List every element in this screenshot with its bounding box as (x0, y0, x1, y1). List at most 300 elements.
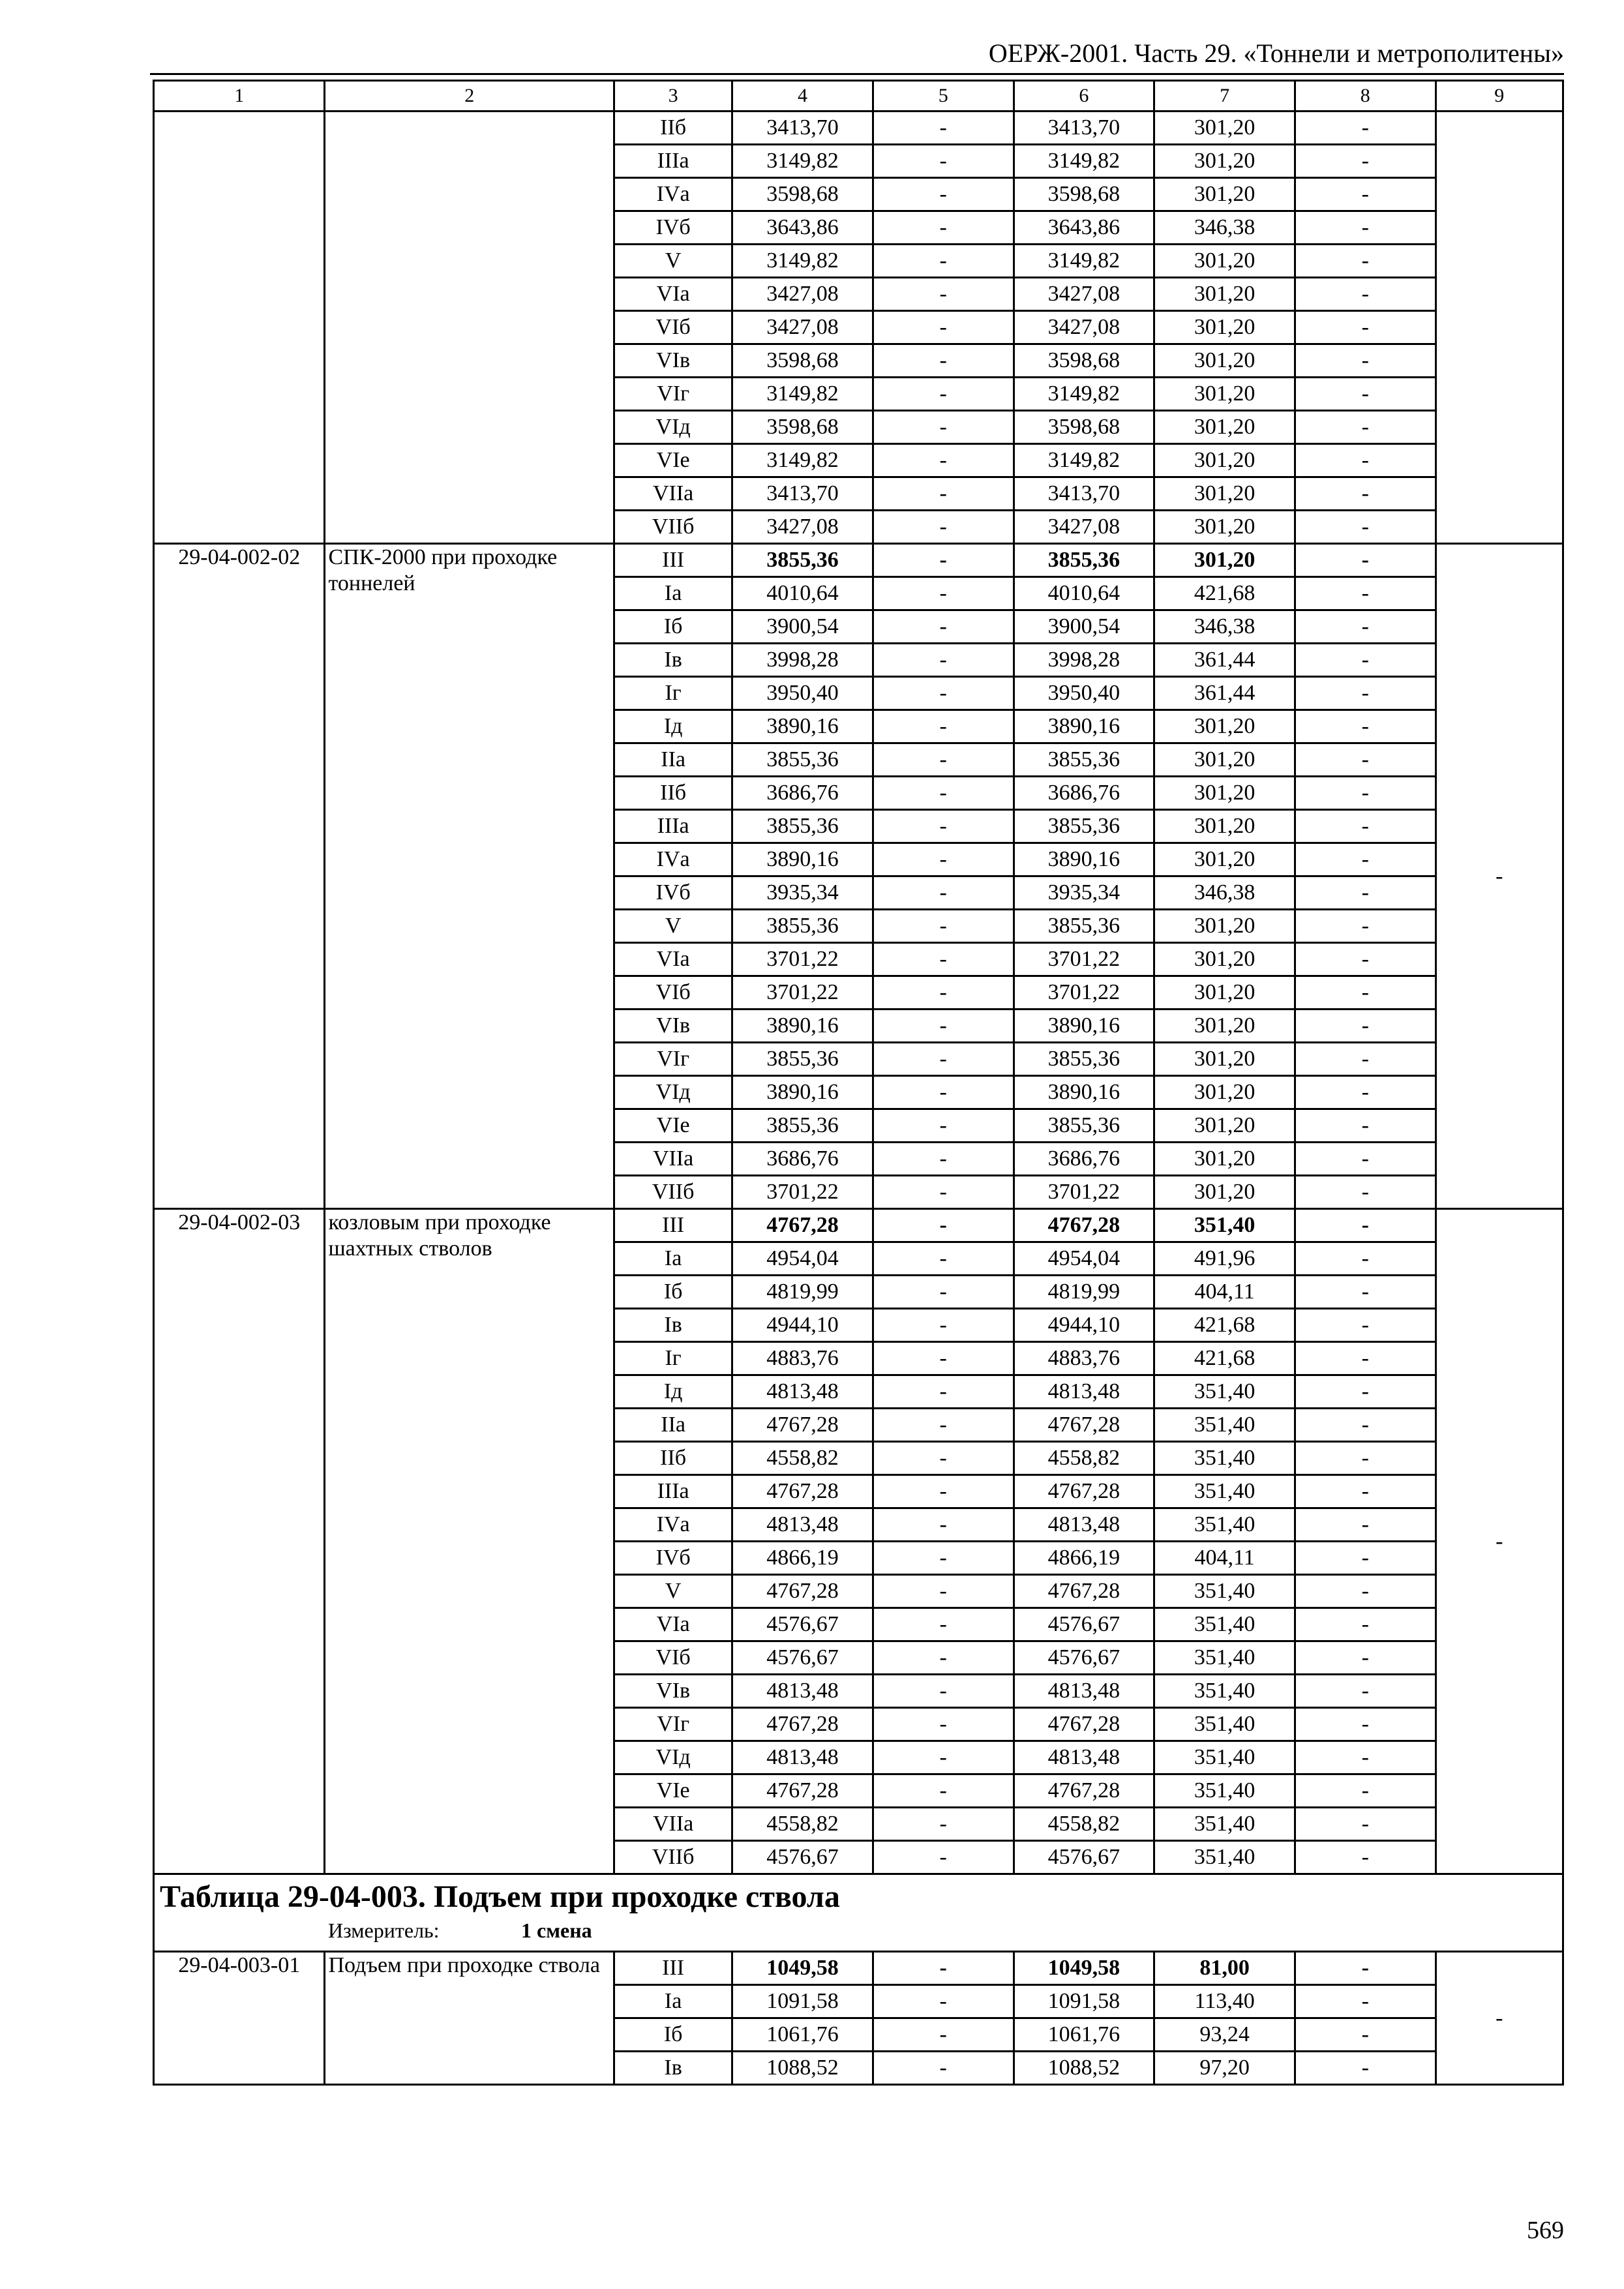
table-cell: Iб (614, 1276, 732, 1309)
table-cell: 1061,76 (732, 2018, 873, 2052)
table-cell: 4767,28 (1014, 1209, 1154, 1242)
table-cell: 351,40 (1154, 1608, 1295, 1641)
table-cell: - (1295, 311, 1436, 344)
table-cell: - (1295, 1010, 1436, 1043)
table-cell: 421,68 (1154, 1309, 1295, 1342)
table-cell: - (873, 278, 1014, 311)
table-cell: 3701,22 (1014, 1176, 1154, 1209)
table-cell: 4576,67 (1014, 1641, 1154, 1675)
table-cell: - (873, 1043, 1014, 1076)
table-cell: - (1295, 644, 1436, 677)
table-cell: - (873, 378, 1014, 411)
table-cell: - (873, 444, 1014, 477)
column-9-cell: - (1436, 544, 1563, 1209)
table-cell: - (1295, 876, 1436, 910)
table-cell: - (873, 112, 1014, 145)
column-9-cell (1436, 112, 1563, 544)
table-cell: 421,68 (1154, 577, 1295, 610)
table-cell: 4767,28 (732, 1209, 873, 1242)
table-cell: VIг (614, 1708, 732, 1741)
table-cell: 301,20 (1154, 278, 1295, 311)
table-cell: - (873, 2018, 1014, 2052)
column-number-cell: 6 (1014, 81, 1154, 112)
table-cell: - (1295, 1143, 1436, 1176)
table-cell: 301,20 (1154, 777, 1295, 810)
meter-value: 1 смена (521, 1919, 592, 1942)
table-cell: VIг (614, 1043, 732, 1076)
table-cell: VIе (614, 1774, 732, 1808)
rate-name-cell: козловым при проходке шахтных стволов (325, 1209, 614, 1874)
column-number-cell: 8 (1295, 81, 1436, 112)
table-cell: - (873, 1675, 1014, 1708)
table-cell: 4576,67 (732, 1841, 873, 1874)
table-cell: - (1295, 1708, 1436, 1741)
table-cell: 3413,70 (1014, 477, 1154, 511)
table-cell: IVа (614, 1508, 732, 1542)
table-cell: 4767,28 (732, 1774, 873, 1808)
table-cell: - (1295, 1741, 1436, 1774)
table-cell: IIIа (614, 810, 732, 843)
table-cell: 346,38 (1154, 610, 1295, 644)
table-cell: 97,20 (1154, 2052, 1295, 2085)
table-cell: 4767,28 (1014, 1475, 1154, 1508)
table-cell: 351,40 (1154, 1209, 1295, 1242)
table-cell: 4576,67 (732, 1608, 873, 1641)
table-cell: - (1295, 810, 1436, 843)
table-cell: Iд (614, 710, 732, 743)
table-cell: 351,40 (1154, 1475, 1295, 1508)
table-cell: 3855,36 (732, 544, 873, 577)
table-cell: 3149,82 (732, 444, 873, 477)
table-cell: - (873, 1985, 1014, 2018)
table-cell: VIг (614, 378, 732, 411)
meter-label: Измеритель: (328, 1919, 440, 1942)
table-cell: 3890,16 (1014, 1076, 1154, 1109)
table-cell: 421,68 (1154, 1342, 1295, 1375)
table-cell: - (1295, 1043, 1436, 1076)
table-cell: - (1295, 1409, 1436, 1442)
table-cell: - (873, 1209, 1014, 1242)
table-cell: IVб (614, 1542, 732, 1575)
table-cell: 301,20 (1154, 245, 1295, 278)
table-cell: 3413,70 (1014, 112, 1154, 145)
table-cell: - (1295, 976, 1436, 1010)
table-cell: 301,20 (1154, 477, 1295, 511)
rate-code-cell (154, 112, 325, 544)
table-cell: 4558,82 (732, 1808, 873, 1841)
table-cell: 4819,99 (732, 1276, 873, 1309)
table-cell: - (873, 1309, 1014, 1342)
table-cell: 4767,28 (1014, 1774, 1154, 1808)
table-cell: III (614, 1952, 732, 1985)
table-cell: IIб (614, 777, 732, 810)
table-cell: 346,38 (1154, 876, 1295, 910)
table-cell: 1061,76 (1014, 2018, 1154, 2052)
table-cell: VIв (614, 1675, 732, 1708)
table-cell: - (1295, 743, 1436, 777)
table-cell: 113,40 (1154, 1985, 1295, 2018)
table-cell: 301,20 (1154, 311, 1295, 344)
table-cell: - (1295, 278, 1436, 311)
table-cell: 4883,76 (732, 1342, 873, 1375)
table-cell: 351,40 (1154, 1741, 1295, 1774)
table-cell: 351,40 (1154, 1409, 1295, 1442)
table-cell: 3686,76 (1014, 1143, 1154, 1176)
table-cell: 351,40 (1154, 1375, 1295, 1409)
table-cell: 3701,22 (732, 976, 873, 1010)
table-cell: 3998,28 (732, 644, 873, 677)
table-cell: VIд (614, 1741, 732, 1774)
table-cell: 3427,08 (732, 511, 873, 544)
column-number-cell: 2 (325, 81, 614, 112)
table-cell: 3900,54 (732, 610, 873, 644)
table-cell: Iб (614, 2018, 732, 2052)
table-cell: - (873, 477, 1014, 511)
table-cell: 4866,19 (1014, 1542, 1154, 1575)
table-cell: 4944,10 (1014, 1309, 1154, 1342)
table-cell: - (873, 943, 1014, 976)
table-cell: - (1295, 178, 1436, 211)
table-cell: Iб (614, 610, 732, 644)
table-cell: 361,44 (1154, 677, 1295, 710)
table-cell: VIIб (614, 511, 732, 544)
table-cell: - (1295, 843, 1436, 876)
column-number-cell: 7 (1154, 81, 1295, 112)
table-cell: - (873, 1276, 1014, 1309)
table-cell: 3855,36 (732, 910, 873, 943)
table-cell: 3598,68 (732, 344, 873, 378)
table-cell: - (1295, 378, 1436, 411)
table-cell: 351,40 (1154, 1442, 1295, 1475)
table-cell: VIа (614, 1608, 732, 1641)
table-cell: - (1295, 777, 1436, 810)
table-cell: 351,40 (1154, 1641, 1295, 1675)
table-cell: IVб (614, 876, 732, 910)
table-cell: V (614, 1575, 732, 1608)
table-cell: VIв (614, 344, 732, 378)
table-cell: 3890,16 (1014, 1010, 1154, 1043)
table-cell: 346,38 (1154, 211, 1295, 245)
table-cell: 301,20 (1154, 1109, 1295, 1143)
table-cell: - (873, 1952, 1014, 1985)
table-cell: Iв (614, 2052, 732, 2085)
table-cell: 351,40 (1154, 1774, 1295, 1808)
section-title: Таблица 29-04-003. Подъем при проходке ствола (160, 1879, 840, 1914)
table-cell: - (873, 1708, 1014, 1741)
table-cell: - (873, 1409, 1014, 1442)
column-9-cell: - (1436, 1952, 1563, 2085)
table-cell: - (1295, 1641, 1436, 1675)
table-cell: - (873, 245, 1014, 278)
table-cell: VIе (614, 444, 732, 477)
table-cell: - (1295, 1176, 1436, 1209)
table-cell: 4767,28 (732, 1409, 873, 1442)
table-cell: 3890,16 (732, 843, 873, 876)
table-cell: 3701,22 (1014, 976, 1154, 1010)
table-cell: - (873, 1508, 1014, 1542)
table-cell: - (1295, 511, 1436, 544)
table-cell: - (1295, 245, 1436, 278)
table-cell: - (873, 743, 1014, 777)
table-cell: 1091,58 (732, 1985, 873, 2018)
table-cell: - (1295, 1985, 1436, 2018)
table-cell: 3598,68 (732, 411, 873, 444)
table-cell: - (1295, 1109, 1436, 1143)
table-cell: 4813,48 (732, 1508, 873, 1542)
table-cell: 4813,48 (1014, 1675, 1154, 1708)
table-cell: 4883,76 (1014, 1342, 1154, 1375)
table-cell: VIIб (614, 1176, 732, 1209)
table-cell: - (1295, 2052, 1436, 2085)
table-cell: 4767,28 (732, 1475, 873, 1508)
table-cell: 4944,10 (732, 1309, 873, 1342)
table-cell: 3643,86 (1014, 211, 1154, 245)
table-cell: 3598,68 (1014, 344, 1154, 378)
table-cell: 301,20 (1154, 444, 1295, 477)
table-cell: - (873, 211, 1014, 245)
table-cell: 4558,82 (1014, 1808, 1154, 1841)
table-cell: 301,20 (1154, 1043, 1295, 1076)
rates-table-body (154, 81, 1563, 2085)
table-cell: - (873, 178, 1014, 211)
table-cell: - (1295, 1375, 1436, 1409)
table-cell: - (873, 1342, 1014, 1375)
table-cell: 3686,76 (732, 1143, 873, 1176)
table-cell: 3701,22 (1014, 943, 1154, 976)
table-cell: - (1295, 1242, 1436, 1276)
table-cell: VIд (614, 411, 732, 444)
table-cell: - (1295, 910, 1436, 943)
table-cell: 301,20 (1154, 1176, 1295, 1209)
table-cell: 3149,82 (732, 245, 873, 278)
table-cell: 3413,70 (732, 112, 873, 145)
table-cell: 3935,34 (732, 876, 873, 910)
table-cell: - (873, 1741, 1014, 1774)
table-cell: - (1295, 710, 1436, 743)
table-cell: 4767,28 (732, 1708, 873, 1741)
table-cell: - (1295, 477, 1436, 511)
table-cell: 1049,58 (1014, 1952, 1154, 1985)
page-header-title: ОЕРЖ-2001. Часть 29. «Тоннели и метрополитены» (988, 38, 1564, 68)
table-cell: - (1295, 1675, 1436, 1708)
table-cell: 4813,48 (732, 1741, 873, 1774)
table-cell: 301,20 (1154, 544, 1295, 577)
table-cell: - (873, 1109, 1014, 1143)
table-cell: 1088,52 (1014, 2052, 1154, 2085)
table-cell: - (873, 1143, 1014, 1176)
section-title-row (154, 1874, 1563, 1952)
table-cell: 301,20 (1154, 843, 1295, 876)
table-cell: - (873, 411, 1014, 444)
table-cell: 3413,70 (732, 477, 873, 511)
table-cell: VIа (614, 278, 732, 311)
table-cell: 1091,58 (1014, 1985, 1154, 2018)
rate-name-cell: СПК-2000 при проходке тоннелей (325, 544, 614, 1209)
page-number: 569 (1527, 2217, 1564, 2244)
table-cell: 351,40 (1154, 1841, 1295, 1874)
table-cell: 3686,76 (1014, 777, 1154, 810)
table-cell: V (614, 245, 732, 278)
table-row (154, 112, 1563, 145)
table-cell: - (1295, 1442, 1436, 1475)
table-cell: 93,24 (1154, 2018, 1295, 2052)
table-cell: 4576,67 (1014, 1608, 1154, 1641)
column-9-cell: - (1436, 1209, 1563, 1874)
table-cell: III (614, 1209, 732, 1242)
table-cell: IIа (614, 1409, 732, 1442)
table-cell: Iв (614, 1309, 732, 1342)
table-cell: VIа (614, 943, 732, 976)
table-cell: 301,20 (1154, 1143, 1295, 1176)
table-cell: - (1295, 1309, 1436, 1342)
table-cell: - (1295, 1508, 1436, 1542)
table-cell: 4010,64 (732, 577, 873, 610)
table-cell: - (873, 1176, 1014, 1209)
table-cell: - (873, 311, 1014, 344)
table-cell: 3149,82 (1014, 145, 1154, 178)
table-cell: 3427,08 (1014, 278, 1154, 311)
table-cell: - (1295, 1542, 1436, 1575)
header-rule (150, 73, 1564, 75)
table-cell: IIб (614, 1442, 732, 1475)
table-cell: - (1295, 943, 1436, 976)
table-cell: - (873, 644, 1014, 677)
table-cell: VIб (614, 976, 732, 1010)
rate-code-cell: 29-04-003-01 (154, 1952, 325, 2085)
table-cell: - (1295, 145, 1436, 178)
table-cell: 3149,82 (732, 378, 873, 411)
table-cell: - (1295, 610, 1436, 644)
table-cell: - (873, 777, 1014, 810)
table-cell: IIIа (614, 145, 732, 178)
table-cell: VIе (614, 1109, 732, 1143)
table-cell: 4813,48 (1014, 1375, 1154, 1409)
table-cell: Iа (614, 1985, 732, 2018)
table-cell: 4813,48 (1014, 1741, 1154, 1774)
table-row (154, 1952, 1563, 1985)
column-number-cell: 1 (154, 81, 325, 112)
table-cell: 1049,58 (732, 1952, 873, 1985)
rate-code-cell: 29-04-002-02 (154, 544, 325, 1209)
table-cell: - (873, 1076, 1014, 1109)
table-cell: 4954,04 (1014, 1242, 1154, 1276)
table-cell: 3855,36 (732, 810, 873, 843)
table-cell: 3427,08 (732, 311, 873, 344)
table-cell: - (1295, 1608, 1436, 1641)
table-cell: 3427,08 (1014, 311, 1154, 344)
table-cell: 301,20 (1154, 1076, 1295, 1109)
table-cell: 4813,48 (1014, 1508, 1154, 1542)
table-cell: 4767,28 (1014, 1575, 1154, 1608)
table-cell: 3890,16 (732, 1076, 873, 1109)
table-cell: Iа (614, 1242, 732, 1276)
table-cell: - (873, 1641, 1014, 1675)
table-cell: 3950,40 (732, 677, 873, 710)
table-cell: 361,44 (1154, 644, 1295, 677)
table-cell: - (873, 1242, 1014, 1276)
table-cell: 3855,36 (1014, 544, 1154, 577)
table-cell: 301,20 (1154, 910, 1295, 943)
table-cell: - (873, 511, 1014, 544)
rate-name-cell: Подъем при проходке ствола (325, 1952, 614, 2085)
table-cell: IVб (614, 211, 732, 245)
section-title-cell (154, 1874, 1563, 1952)
table-cell: - (1295, 1475, 1436, 1508)
column-number-cell: 4 (732, 81, 873, 112)
table-cell: 301,20 (1154, 112, 1295, 145)
table-cell: 3900,54 (1014, 610, 1154, 644)
table-cell: 3890,16 (732, 710, 873, 743)
table-cell: - (873, 876, 1014, 910)
table-cell: 301,20 (1154, 810, 1295, 843)
table-cell: 3427,08 (1014, 511, 1154, 544)
table-row (154, 1209, 1563, 1242)
table-cell: Iг (614, 1342, 732, 1375)
rate-code-cell: 29-04-002-03 (154, 1209, 325, 1874)
table-cell: 3149,82 (732, 145, 873, 178)
table-cell: 491,96 (1154, 1242, 1295, 1276)
table-cell: 301,20 (1154, 943, 1295, 976)
rate-name-cell (325, 112, 614, 544)
table-cell: VIIа (614, 1808, 732, 1841)
table-cell: - (1295, 1076, 1436, 1109)
table-cell: 301,20 (1154, 378, 1295, 411)
table-cell: 351,40 (1154, 1808, 1295, 1841)
table-cell: - (1295, 1774, 1436, 1808)
table-cell: IVа (614, 843, 732, 876)
table-cell: - (873, 1608, 1014, 1641)
table-cell: - (873, 577, 1014, 610)
table-cell: - (873, 610, 1014, 644)
table-cell: 3855,36 (1014, 1109, 1154, 1143)
table-cell: - (873, 1010, 1014, 1043)
table-cell: 3149,82 (1014, 245, 1154, 278)
table-cell: - (873, 1841, 1014, 1874)
table-cell: 4767,28 (732, 1575, 873, 1608)
table-cell: - (1295, 1575, 1436, 1608)
table-cell: 4813,48 (732, 1675, 873, 1708)
table-cell: VIд (614, 1076, 732, 1109)
table-cell: - (873, 1575, 1014, 1608)
table-cell: 3427,08 (732, 278, 873, 311)
table-cell: 4558,82 (1014, 1442, 1154, 1475)
column-number-row (154, 81, 1563, 112)
table-cell: - (1295, 344, 1436, 378)
table-cell: - (1295, 1841, 1436, 1874)
table-cell: 4010,64 (1014, 577, 1154, 610)
table-cell: 351,40 (1154, 1675, 1295, 1708)
meter-line (160, 1915, 1557, 1945)
table-cell: - (1295, 677, 1436, 710)
table-cell: 3149,82 (1014, 444, 1154, 477)
table-cell: 3855,36 (1014, 1043, 1154, 1076)
table-cell: - (1295, 211, 1436, 245)
table-cell: - (873, 910, 1014, 943)
table-cell: IIIа (614, 1475, 732, 1508)
table-cell: - (873, 710, 1014, 743)
table-cell: 4866,19 (732, 1542, 873, 1575)
table-cell: Iв (614, 644, 732, 677)
table-cell: 3855,36 (732, 743, 873, 777)
table-cell: VIб (614, 311, 732, 344)
table-cell: 3890,16 (732, 1010, 873, 1043)
table-cell: 3643,86 (732, 211, 873, 245)
column-number-cell: 3 (614, 81, 732, 112)
table-cell: - (873, 544, 1014, 577)
table-cell: IIб (614, 112, 732, 145)
table-cell: 3855,36 (732, 1043, 873, 1076)
table-cell: 4576,67 (732, 1641, 873, 1675)
